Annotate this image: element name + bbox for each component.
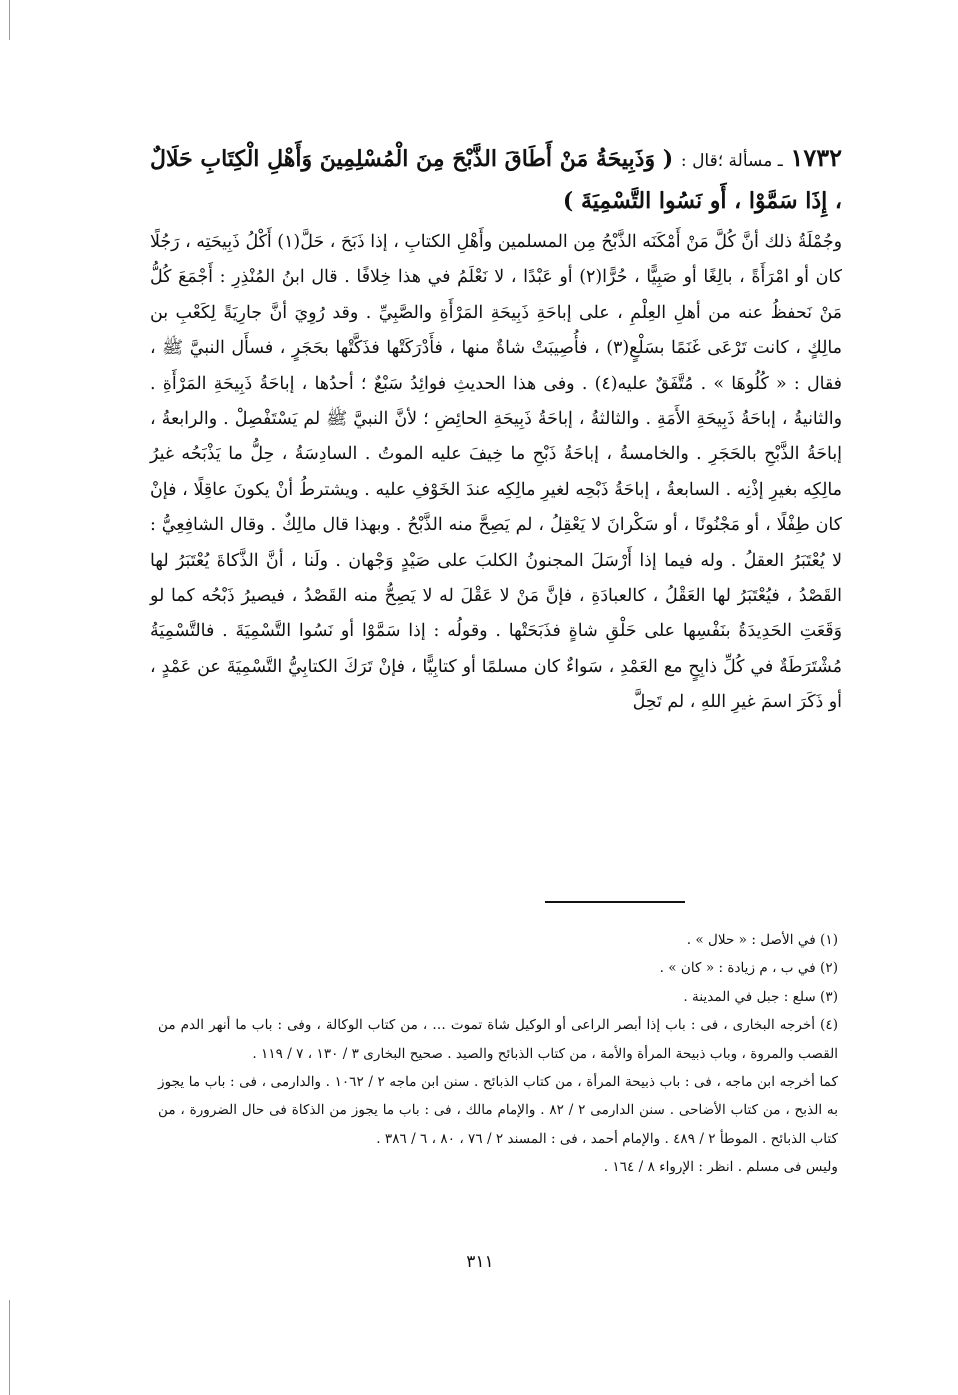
- issue-number: ١٧٣٢: [790, 143, 842, 172]
- page-number: ٣١١: [466, 1252, 494, 1272]
- page-content: [150, 138, 842, 721]
- footnote-2: (٢) في ب ، م زيادة : « كان » .: [659, 960, 838, 977]
- footnote-1: (١) في الأصل : « حلال » .: [686, 932, 838, 948]
- issue-heading: [150, 138, 842, 221]
- scan-edge-line: [9, 1300, 10, 1395]
- body-paragraph: وجُمْلَةُ ذلك أنَّ كُلَّ مَنْ أَمْكَنَه الذَّبْحُ مِن المسلمين وأَهْلِ الكتابِ ، إذا ذَبَحَ ، حَلَّ(١) أَكْلُ ذَبِيحَتِه ، رَجُلًا كان أو امْرَأَةً ، بالِغًا أو صَبِيًّا ، حُرًّا(٢) أو عَبْدًا ، لا نَعْلَمُ في هذا خِلافًا . قال ابنُ المُنْذِرِ : أَجْمَعَ كُلُّ مَنْ نَحفظُ عنه من أهلِ العِلْمِ ، على إباحَةِ ذَبِيحَةِ المَرْأَةِ والصَّبِيِّ . وقد رُوِيَ أنَّ جارِيَةً لِكَعْبِ بن مالِكٍ ، كانت تَرْعَى غَنَمًا بسَلْعٍ(٣) ، فأُصِيبَتْ شاةٌ منها ، فأَدْرَكَتْها فذَكَّتْها بحَجَرٍ ، فسأَل النبيَّ ﷺ ، فقال : « كُلُوهَا » . مُتَّفَقٌ عليه(٤) . وفى هذا الحديثِ فوائِدُ سَبْعٌ ؛ أحدُها ، إباحَةُ ذَبِيحَةِ المَرْأَةِ . والثانيةُ ، إباحَةُ ذَبِيحَةِ الأَمَةِ . والثالثةُ ، إباحَةُ ذَبِيحَةِ الحائِضِ ؛ لأنَّ النبيَّ ﷺ لم يَسْتَفْصِلْ . والرابعةُ ، إباحَةُ الذَّبْحِ بالحَجَرِ . والخامسةُ ، إباحَةُ ذَبْحِ ما خِيفَ عليه الموتُ . السادِسَةُ ، حِلُّ ما يَذْبَحُه غيرُ مالِكِه بغيرِ إذْنِه . السابعةُ ، إباحَةُ ذَبْحِه لغيرِ مالِكِه عندَ الخَوْفِ عليه . ويشترطُ أنْ يكونَ عاقِلًا ، فإنْ كان طِفْلًا ، أو مَجْنُونًا ، أو سَكْرانَ لا يَعْقِلُ ، لم يَصِحَّ منه الذَّبْحُ . وبهذا قال مالِكٌ . وقال الشافِعِيُّ : لا يُعْتَبَرُ العقلُ . وله فيما إذا أَرْسَلَ المجنونُ الكلبَ على صَيْدٍ وَجْهان . ولَنا ، أنَّ الذَّكاةَ يُعْتَبَرُ لها القَصْدُ ، فيُعْتَبَرُ لها العَقْلُ ، كالعبادَةِ ، فإنَّ مَنْ لا عَقْلَ له لا يَصِحُّ منه القَصْدُ ، فيصيرُ ذَبْحُه كما لو وَقَعَتِ الحَدِيدَةُ بنَفْسِها على حَلْقِ شاةٍ فذَبَحَتْها . وقولُه : إذا سَمَّوْا أو نَسُوا التَّسْمِيَةَ . فالتَّسْمِيَةُ مُشْتَرَطَةٌ في كُلِّ ذابِحٍ مع العَمْدِ ، سَواءٌ كان مسلمًا أو كتابِيًّا ، فإنْ تَرَكَ الكتابِيُّ التَّسْمِيَةَ عن عَمْدٍ ، أو ذَكَرَ اسمَ غيرِ اللهِ ، لم تَحِلَّ: [150, 232, 842, 713]
- scan-edge-line: [9, 0, 10, 40]
- footnote-4-end: وليس فى مسلم . انظر : الإرواء ٨ / ١٦٤ .: [603, 1159, 838, 1176]
- issue-label: ـ مسألة ؛قال :: [680, 151, 783, 171]
- footnotes: [158, 926, 838, 1182]
- issue-quote: ( وَذَبِيحَةُ مَنْ أَطَاقَ الذَّبْحَ مِنَ الْمُسْلِمِينَ وَأَهْلِ الْكِتَابِ حَلَالٌ ، إِذَا سَمَّوْا ، أَو نَسُوا التَّسْمِيَةَ ): [150, 146, 842, 214]
- footnote-4-continued: كما أخرجه ابن ماجه ، فى : باب ذبيحة المرأة ، من كتاب الذبائح . سنن ابن ماجه ٢ / ١٠٦٢ . والدارمى ، فى : باب ما يجوز به الذبح ، من كتاب الأضاحى . سنن الدارمى ٢ / ٨٢ . والإمام مالك ، فى : باب ما يجوز من الذكاة فى حال الضرورة ، من كتاب الذبائح . الموطأ ٢ / ٤٨٩ . والإمام أحمد ، فى : المسند ٢ / ٧٦ ، ٨٠ ، ٦ / ٣٨٦ .: [158, 1074, 838, 1147]
- footnote-divider: [545, 901, 685, 903]
- footnote-4: (٤) أخرجه البخارى ، فى : باب إذا أبصر الراعى أو الوكيل شاة تموت … ، من كتاب الوكالة ، وفى : باب ما أنهر الدم من القصب والمروة ، وباب ذبيحة المرأة والأمة ، من كتاب الذبائح والصيد . صحيح البخارى ٣ / ١٣٠ ، ٧ / ١١٩ .: [158, 1017, 838, 1062]
- footnote-3: (٣) سلع : جبل في المدينة .: [683, 988, 838, 1005]
